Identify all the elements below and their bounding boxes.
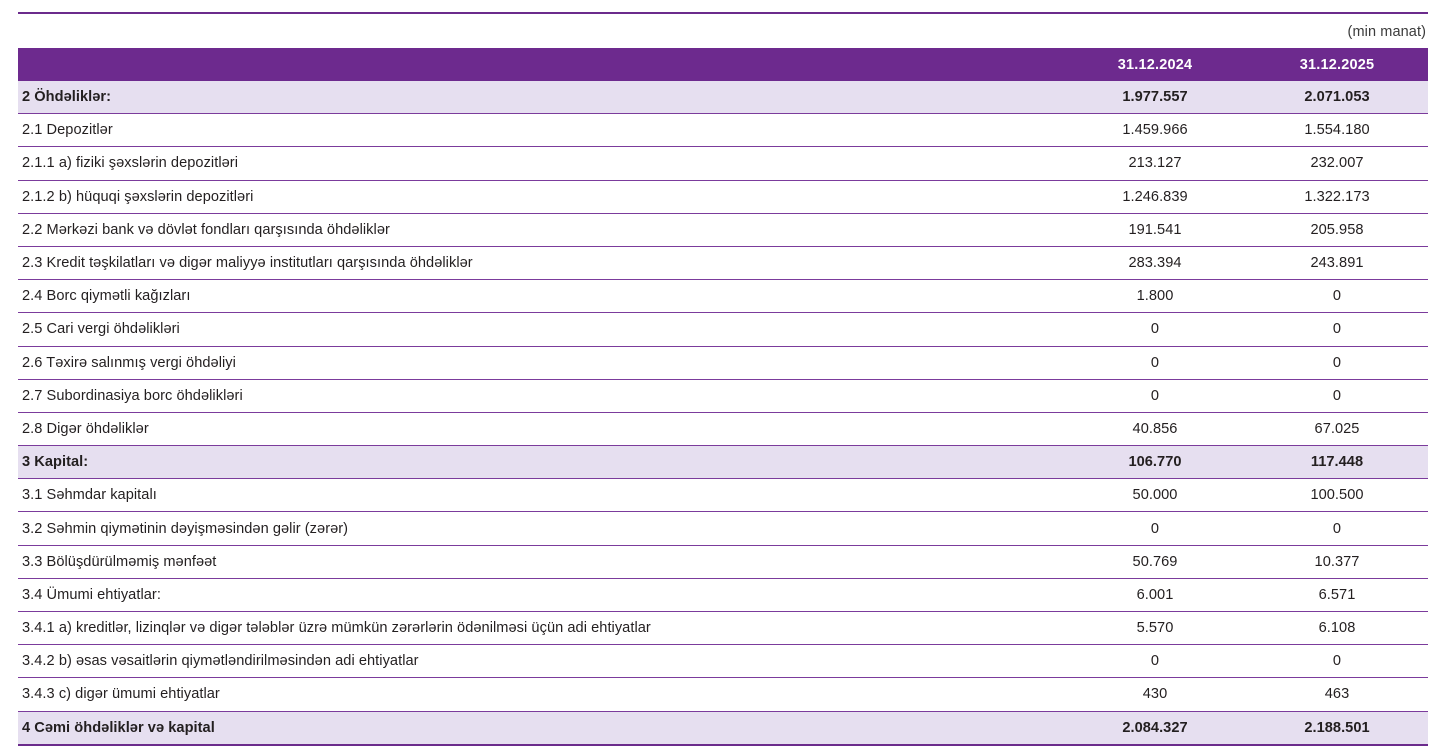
row-label: 3.1 Səhmdar kapitalı xyxy=(18,479,1064,512)
row-value-date-1: 50.000 xyxy=(1064,479,1246,512)
row-value-date-1: 0 xyxy=(1064,512,1246,545)
row-value-date-1: 1.459.966 xyxy=(1064,114,1246,147)
column-header-date-2: 31.12.2025 xyxy=(1246,48,1428,81)
table-row xyxy=(18,246,1428,279)
table-row xyxy=(18,180,1428,213)
table-row xyxy=(18,711,1428,745)
row-value-date-2: 10.377 xyxy=(1246,545,1428,578)
row-value-date-2: 0 xyxy=(1246,280,1428,313)
row-label: 2.1.2 b) hüquqi şəxslərin depozitləri xyxy=(18,180,1064,213)
row-label: 2.1.1 a) fiziki şəxslərin depozitləri xyxy=(18,147,1064,180)
row-value-date-1: 191.541 xyxy=(1064,213,1246,246)
row-value-date-2: 6.571 xyxy=(1246,578,1428,611)
table-row xyxy=(18,412,1428,445)
row-label: 2.4 Borc qiymətli kağızları xyxy=(18,280,1064,313)
row-label: 2.8 Digər öhdəliklər xyxy=(18,412,1064,445)
row-label: 3.4.1 a) kreditlər, lizinqlər və digər tələblər üzrə mümkün zərərlərin ödənilməsi üçün adi ehtiyatlar xyxy=(18,612,1064,645)
row-value-date-1: 1.246.839 xyxy=(1064,180,1246,213)
row-value-date-1: 106.770 xyxy=(1064,446,1246,479)
row-value-date-2: 1.554.180 xyxy=(1246,114,1428,147)
table-row xyxy=(18,678,1428,711)
row-label: 3.3 Bölüşdürülməmiş mənfəət xyxy=(18,545,1064,578)
table-row xyxy=(18,147,1428,180)
row-value-date-2: 1.322.173 xyxy=(1246,180,1428,213)
row-label: 3.4.3 c) digər ümumi ehtiyatlar xyxy=(18,678,1064,711)
row-value-date-2: 0 xyxy=(1246,346,1428,379)
row-value-date-2: 0 xyxy=(1246,379,1428,412)
table-row xyxy=(18,545,1428,578)
row-value-date-2: 463 xyxy=(1246,678,1428,711)
table-row xyxy=(18,280,1428,313)
row-value-date-2: 0 xyxy=(1246,512,1428,545)
table-row xyxy=(18,213,1428,246)
column-header-label xyxy=(18,48,1064,81)
row-value-date-1: 50.769 xyxy=(1064,545,1246,578)
row-value-date-2: 205.958 xyxy=(1246,213,1428,246)
row-value-date-1: 283.394 xyxy=(1064,246,1246,279)
row-value-date-2: 0 xyxy=(1246,313,1428,346)
table-row xyxy=(18,446,1428,479)
column-header-date-1: 31.12.2024 xyxy=(1064,48,1246,81)
row-value-date-1: 0 xyxy=(1064,313,1246,346)
table-row xyxy=(18,114,1428,147)
row-label: 2.6 Təxirə salınmış vergi öhdəliyi xyxy=(18,346,1064,379)
row-value-date-1: 6.001 xyxy=(1064,578,1246,611)
row-label: 3.4.2 b) əsas vəsaitlərin qiymətləndirilməsindən adi ehtiyatlar xyxy=(18,645,1064,678)
table-row xyxy=(18,379,1428,412)
row-value-date-2: 117.448 xyxy=(1246,446,1428,479)
row-label: 2 Öhdəliklər: xyxy=(18,81,1064,114)
table-row xyxy=(18,512,1428,545)
row-value-date-2: 6.108 xyxy=(1246,612,1428,645)
unit-note: (min manat) xyxy=(1347,24,1426,40)
table-row xyxy=(18,313,1428,346)
table-body xyxy=(18,81,1428,745)
row-value-date-2: 0 xyxy=(1246,645,1428,678)
table-row xyxy=(18,578,1428,611)
row-value-date-1: 2.084.327 xyxy=(1064,711,1246,745)
liabilities-capital-table xyxy=(18,48,1428,746)
row-label: 2.3 Kredit təşkilatları və digər maliyyə institutları qarşısında öhdəliklər xyxy=(18,246,1064,279)
row-value-date-1: 0 xyxy=(1064,379,1246,412)
table-header-row xyxy=(18,48,1428,81)
row-value-date-2: 2.071.053 xyxy=(1246,81,1428,114)
row-value-date-2: 2.188.501 xyxy=(1246,711,1428,745)
row-value-date-1: 40.856 xyxy=(1064,412,1246,445)
row-label: 4 Cəmi öhdəliklər və kapital xyxy=(18,711,1064,745)
row-value-date-1: 1.800 xyxy=(1064,280,1246,313)
row-label: 2.7 Subordinasiya borc öhdəlikləri xyxy=(18,379,1064,412)
table-header xyxy=(18,48,1428,81)
row-label: 3 Kapital: xyxy=(18,446,1064,479)
row-label: 2.5 Cari vergi öhdəlikləri xyxy=(18,313,1064,346)
row-value-date-2: 243.891 xyxy=(1246,246,1428,279)
table-row xyxy=(18,346,1428,379)
row-label: 2.1 Depozitlər xyxy=(18,114,1064,147)
table-row xyxy=(18,81,1428,114)
row-label: 2.2 Mərkəzi bank və dövlət fondları qarşısında öhdəliklər xyxy=(18,213,1064,246)
row-value-date-2: 100.500 xyxy=(1246,479,1428,512)
row-value-date-2: 67.025 xyxy=(1246,412,1428,445)
row-value-date-1: 5.570 xyxy=(1064,612,1246,645)
row-value-date-2: 232.007 xyxy=(1246,147,1428,180)
row-value-date-1: 430 xyxy=(1064,678,1246,711)
table-row xyxy=(18,479,1428,512)
row-value-date-1: 1.977.557 xyxy=(1064,81,1246,114)
row-label: 3.4 Ümumi ehtiyatlar: xyxy=(18,578,1064,611)
financial-statement-page xyxy=(0,12,1446,736)
row-value-date-1: 0 xyxy=(1064,645,1246,678)
table-row xyxy=(18,645,1428,678)
table-row xyxy=(18,612,1428,645)
row-value-date-1: 213.127 xyxy=(1064,147,1246,180)
row-label: 3.2 Səhmin qiymətinin dəyişməsindən gəlir (zərər) xyxy=(18,512,1064,545)
row-value-date-1: 0 xyxy=(1064,346,1246,379)
